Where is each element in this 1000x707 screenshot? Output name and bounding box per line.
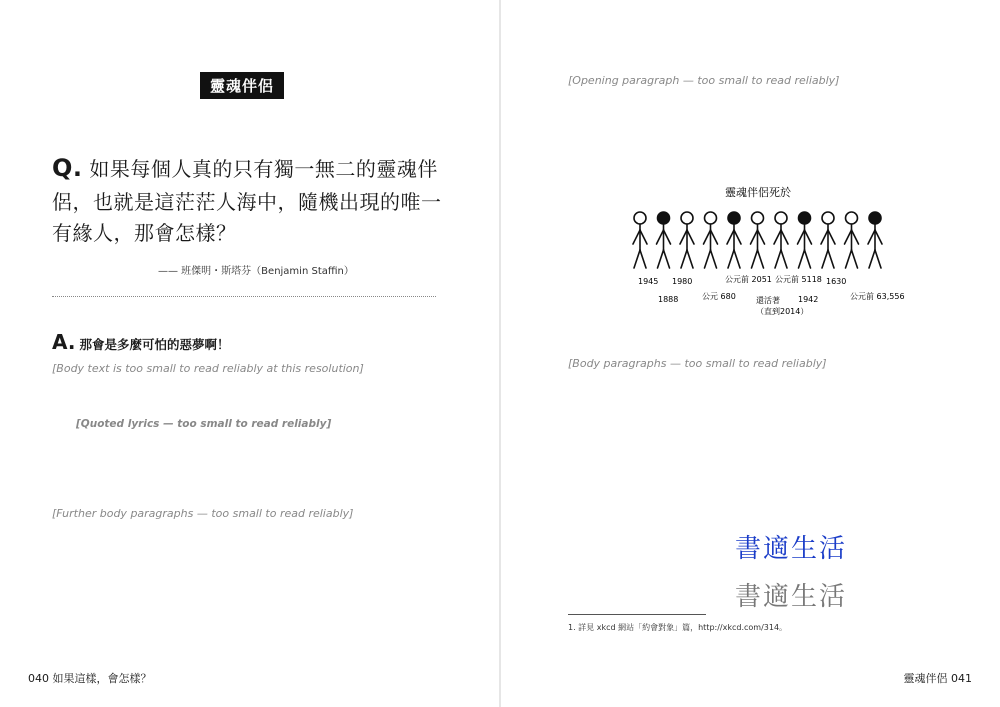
stick-figures [633, 212, 882, 268]
stick-figure [680, 212, 694, 268]
figure-label: 公元前 63,556 [850, 292, 905, 301]
figure-label: （直到2014） [756, 307, 809, 316]
left-body-placeholder: [Further body paragraphs — too small to read reliably] [52, 507, 354, 520]
soulmate-figure [628, 178, 905, 328]
stick-figure [774, 212, 788, 268]
right-page [500, 0, 1000, 707]
answer-mark: A. [52, 330, 76, 354]
question-mark: Q. [52, 154, 83, 182]
figure-label: 1945 [638, 277, 659, 286]
right-page-footer: 靈魂伴侶 041 [903, 672, 972, 685]
answer-block [52, 325, 436, 379]
footnote-rule [568, 614, 706, 615]
lyrics-placeholder: [Quoted lyrics — too small to read reliably] [76, 418, 332, 430]
stick-figure [633, 212, 647, 268]
figure-label: 1942 [798, 295, 819, 304]
stick-figure [821, 212, 835, 268]
dotted-divider [52, 296, 436, 297]
stick-figure [751, 212, 765, 268]
stick-figure [868, 212, 882, 268]
footnote: 1. 詳見 xkcd 網站「約會對象」篇，http://xkcd.com/314。 [568, 623, 788, 632]
figure-label: 公元前 5118 [775, 275, 822, 284]
question-text: 如果每個人真的只有獨一無二的靈魂伴侶，也就是這茫茫人海中，隨機出現的唯一有緣人，那會怎樣？ [52, 157, 442, 246]
right-body-placeholder: [Body paragraphs — too small to read reliably] [568, 357, 827, 370]
figure-label: 還活著 [756, 296, 780, 305]
figure-label: 公元 680 [702, 292, 736, 301]
stick-figure [727, 212, 741, 268]
left-page-footer: 040 如果這樣，會怎樣？ [28, 672, 152, 685]
figure-label: 1980 [672, 277, 693, 286]
answer-placeholder: [Body text is too small to read reliably at this resolution] [52, 362, 364, 375]
figure-label: 1630 [826, 277, 847, 286]
figure-label: 公元前 2051 [725, 275, 772, 284]
stick-figure [657, 212, 671, 268]
question-attribution: —— 班傑明・斯塔芬（Benjamin Staffin） [158, 266, 354, 277]
stick-figure [845, 212, 859, 268]
chapter-title: 靈魂伴侶 [200, 72, 284, 99]
figure-title: 靈魂伴侶死於 [725, 186, 791, 199]
figure-labels [638, 274, 905, 316]
figure-label: 1888 [658, 295, 679, 304]
watermark-blue: 書適生活 [735, 534, 848, 564]
stick-figure-illustration [628, 178, 905, 328]
watermark-grey: 書適生活 [735, 582, 848, 612]
right-top-placeholder: [Opening paragraph — too small to read reliably] [568, 74, 840, 87]
stick-figure [704, 212, 718, 268]
question-block [52, 150, 452, 249]
answer-lead: 那會是多麼可怕的惡夢啊！ [79, 337, 230, 352]
stick-figure [798, 212, 812, 268]
